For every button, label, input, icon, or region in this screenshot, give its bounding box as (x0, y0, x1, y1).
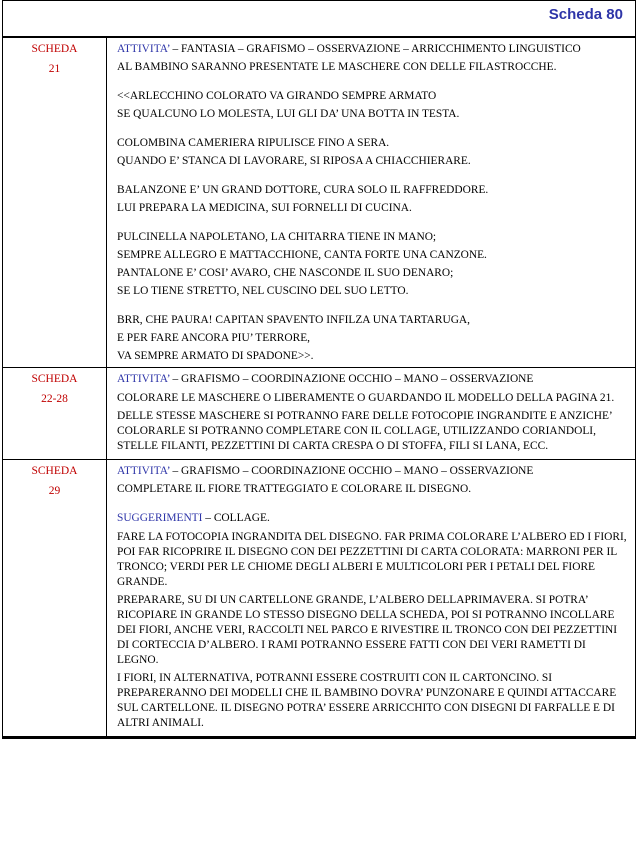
activity-text: – GRAFISMO – COORDINAZIONE OCCHIO – MANO – OSSERVAZIONE (169, 465, 534, 477)
paragraph: FARE LA FOTOCOPIA INGRANDITA DEL DISEGNO. FAR PRIMA COLORARE L’ALBERO ED I FIORI, POI FAR RICOPRIRE IL DISEGNO CON DEI PEZZETTINI DI CARTA COLORATA: MARRONI PER IL TRONCO; VERDI PER LE CHIOME DEGLI ALBERI E MULTICOLORI PER I PETALI DEL FIORE GRANDE. (117, 531, 627, 588)
poem-line: LUI PREPARA LA MEDICINA, SUI FORNELLI DI CUCINA. (117, 202, 412, 214)
poem-line: VA SEMPRE ARMATO DI SPADONE>>. (117, 350, 314, 362)
scheda-content (107, 368, 636, 460)
scheda-number: 22-28 (41, 393, 68, 405)
scheda-row (3, 37, 636, 368)
activity-line (117, 462, 629, 480)
intro-text: COMPLETARE IL FIORE TRATTEGGIATO E COLORARE IL DISEGNO. (117, 483, 472, 495)
poem-line: QUANDO E’ STANCA DI LAVORARE, SI RIPOSA A CHIACCHIERARE. (117, 155, 471, 167)
poem-line: BRR, CHE PAURA! CAPITAN SPAVENTO INFILZA UNA TARTARUGA, (117, 314, 471, 326)
suggestion-prefix: SUGGERIMENTI (117, 512, 203, 524)
activity-prefix: ATTIVITA’ (117, 373, 170, 385)
poem-line: SE LO TIENE STRETTO, NEL CUSCINO DEL SUO LETTO. (117, 285, 409, 297)
poem-line: BALANZONE E’ UN GRAND DOTTORE, CURA SOLO IL RAFFREDDORE. (117, 184, 489, 196)
paragraph: COLORARE LE MASCHERE O LIBERAMENTE O GUARDANDO IL MODELLO DELLA PAGINA 21. (117, 392, 615, 404)
poem-line: PULCINELLA NAPOLETANO, LA CHITARRA TIENE IN MANO; (117, 231, 437, 243)
header-cell (3, 1, 636, 38)
poem-line: SE QUALCUNO LO MOLESTA, LUI GLI DA’ UNA BOTTA IN TESTA. (117, 108, 460, 120)
paragraph: I FIORI, IN ALTERNATIVA, POTRANNI ESSERE COSTRUITI CON IL CARTONCINO. SI PREPARERANNO DEI MODELLI CHE IL BAMBINO DOVRA’ PUNZONARE E QUINDI ATTACCARE SUL CARTELLONE. IL DISEGNO POTRA’ ESSERE ARRICCHITO CON DISEGNI DI FARFALLE E DI ALTRI ANIMALI. (117, 672, 617, 729)
scheda-row (3, 460, 636, 738)
activity-prefix: ATTIVITA’ (117, 465, 170, 477)
poem-line: COLOMBINA CAMERIERA RIPULISCE FINO A SERA. (117, 137, 390, 149)
scheda-content (107, 460, 636, 738)
activity-line (117, 40, 629, 58)
scheda-label: SCHEDA (31, 373, 78, 385)
intro-text: AL BAMBINO SARANNO PRESENTATE LE MASCHERE CON DELLE FILASTROCCHE. (117, 61, 557, 73)
scheda-label-cell (3, 460, 107, 738)
paragraph: PREPARARE, SU DI UN CARTELLONE GRANDE, L’ALBERO DELLAPRIMAVERA. SI POTRA’ RICOPIARE IN GRANDE LO STESSO DISEGNO DELLA SCHEDA, POI SI POTRANNO INCOLLARE DEI FIORI, ANCHE VERI, RACCOLTI NEL PARCO E RIVESTIRE IL TRONCO CON DEI PEZZETTINI DI CORTECCIA D’ALBERO. I RAMI POTRANNO ESSERE FATTI CON DEI VERI RAMETTI DI LEGNO. (117, 594, 618, 666)
page-title: Scheda 80 (548, 6, 623, 23)
poem-line: PANTALONE E’ COSI’ AVARO, CHE NASCONDE IL SUO DENARO; (117, 267, 454, 279)
scheda-number: 21 (48, 63, 61, 75)
scheda-label: SCHEDA (31, 43, 78, 55)
scheda-row (3, 368, 636, 460)
activity-text: – FANTASIA – GRAFISMO – OSSERVAZIONE – ARRICCHIMENTO LINGUISTICO (169, 43, 581, 55)
poem-line: E PER FARE ANCORA PIU’ TERRORE, (117, 332, 311, 344)
activity-prefix: ATTIVITA’ (117, 43, 170, 55)
scheda-number: 29 (48, 485, 61, 497)
activity-text: – GRAFISMO – COORDINAZIONE OCCHIO – MANO – OSSERVAZIONE (169, 373, 534, 385)
scheda-content (107, 37, 636, 368)
scheda-label-cell (3, 37, 107, 368)
scheda-label: SCHEDA (31, 465, 78, 477)
scheda-label-cell (3, 368, 107, 460)
schede-table (2, 0, 636, 739)
activity-line (117, 370, 629, 388)
poem-line: SEMPRE ALLEGRO E MATTACCHIONE, CANTA FORTE UNA CANZONE. (117, 249, 487, 261)
suggestion-text: – COLLAGE. (202, 512, 270, 524)
paragraph: DELLE STESSE MASCHERE SI POTRANNO FARE DELLE FOTOCOPIE INGRANDITE E ANZICHE’ COLORARLE SI POTRANNO COMPLETARE CON IL COLLAGE, UTILIZZANDO CORIANDOLI, STELLE FILANTI, PEZZETTINI DI CARTA CRESPA O DI STOFFA, FILI SI LANA, ECC. (117, 410, 612, 452)
suggestion-line (117, 509, 629, 527)
poem-line: <<ARLECCHINO COLORATO VA GIRANDO SEMPRE ARMATO (117, 90, 437, 102)
